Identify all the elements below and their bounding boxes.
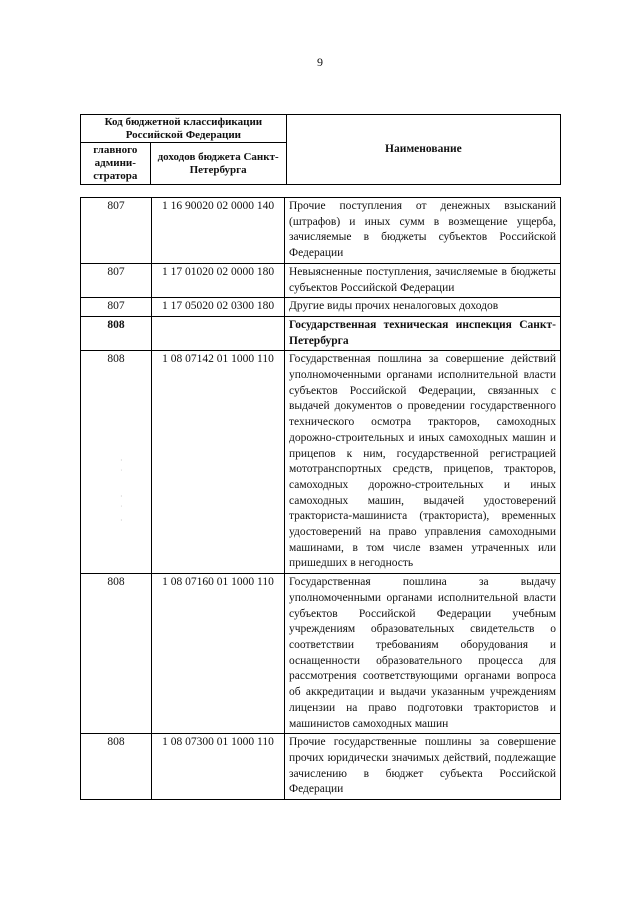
admin-code-cell: 808: [81, 316, 152, 350]
section-title-cell: Государственная техническая инспекция Санкт-Петербурга: [285, 316, 561, 350]
budget-code-cell: 1 08 07300 01 1000 110: [152, 734, 285, 800]
name-cell: Другие виды прочих неналоговых доходов: [285, 298, 561, 317]
admin-code-cell: 808: [81, 574, 152, 734]
header-name-cell: Наименование: [286, 115, 560, 185]
page-number: 9: [317, 55, 323, 69]
scan-artifact: · ˙ · ˙ ·: [120, 456, 123, 525]
table-row-section: [81, 316, 561, 350]
table-row: [81, 351, 561, 574]
classification-table: [80, 197, 561, 800]
header-admin-cell: главного админи-стратора: [81, 143, 151, 185]
name-cell: Невыясненные поступления, зачисляемые в бюджеты субъектов Российской Федерации: [285, 263, 561, 297]
budget-code-cell: 1 08 07160 01 1000 110: [152, 574, 285, 734]
name-cell: Государственная пошлина за совершение действий уполномоченными органами исполнительной власти субъектов Российской Федерации, связанных с выдачей документов о проведении государственного технического осмотра тракторов, самоходных дорожно-строительных и иных самоходных машин и прицепов к ним, государственной регистрацией мототранспортных средств, прицепов, тракторов, самоходных дорожно-строительных и иных самоходных машин, выдачей удостоверений тракториста-машиниста (тракториста), временных удостоверений на право управления самоходными машинами, в том числе взамен утраченных или пришедших в негодность: [285, 351, 561, 574]
budget-code-cell: 1 17 05020 02 0300 180: [152, 298, 285, 317]
table-row: [81, 734, 561, 800]
admin-code-cell: 807: [81, 263, 152, 297]
table-row: [81, 263, 561, 297]
name-cell: Государственная пошлина за выдачу уполномоченными органами исполнительной власти субъектов Российской Федерации учебным учреждениям образовательных свидетельств о соответствии требованиям оборудования и оснащенности образовательного процесса для рассмотрения соответствующими органами вопроса об аккредитации и выдачи указанным учреждениям лицензии на право подготовки трактористов и машинистов самоходных машин: [285, 574, 561, 734]
header-income-cell: доходов бюджета Санкт-Петербурга: [150, 143, 286, 185]
table-row: [81, 198, 561, 264]
admin-code-cell: 807: [81, 298, 152, 317]
name-cell: Прочие государственные пошлины за совершение прочих юридически значимых действий, подлежащие зачислению в бюджет субъекта Российской Федерации: [285, 734, 561, 800]
table-row: [81, 298, 561, 317]
budget-code-cell: 1 17 01020 02 0000 180: [152, 263, 285, 297]
table-header: [80, 114, 561, 185]
header-group-cell: Код бюджетной классификации Российской Федерации: [81, 115, 287, 143]
admin-code-cell: 807: [81, 198, 152, 264]
budget-code-cell: [152, 316, 285, 350]
admin-code-cell: 808: [81, 351, 152, 574]
budget-code-cell: 1 16 90020 02 0000 140: [152, 198, 285, 264]
budget-code-cell: 1 08 07142 01 1000 110: [152, 351, 285, 574]
table-row: [81, 574, 561, 734]
admin-code-cell: 808: [81, 734, 152, 800]
name-cell: Прочие поступления от денежных взысканий (штрафов) и иных сумм в возмещение ущерба, зачисляемые в бюджеты субъектов Российской Федерации: [285, 198, 561, 264]
